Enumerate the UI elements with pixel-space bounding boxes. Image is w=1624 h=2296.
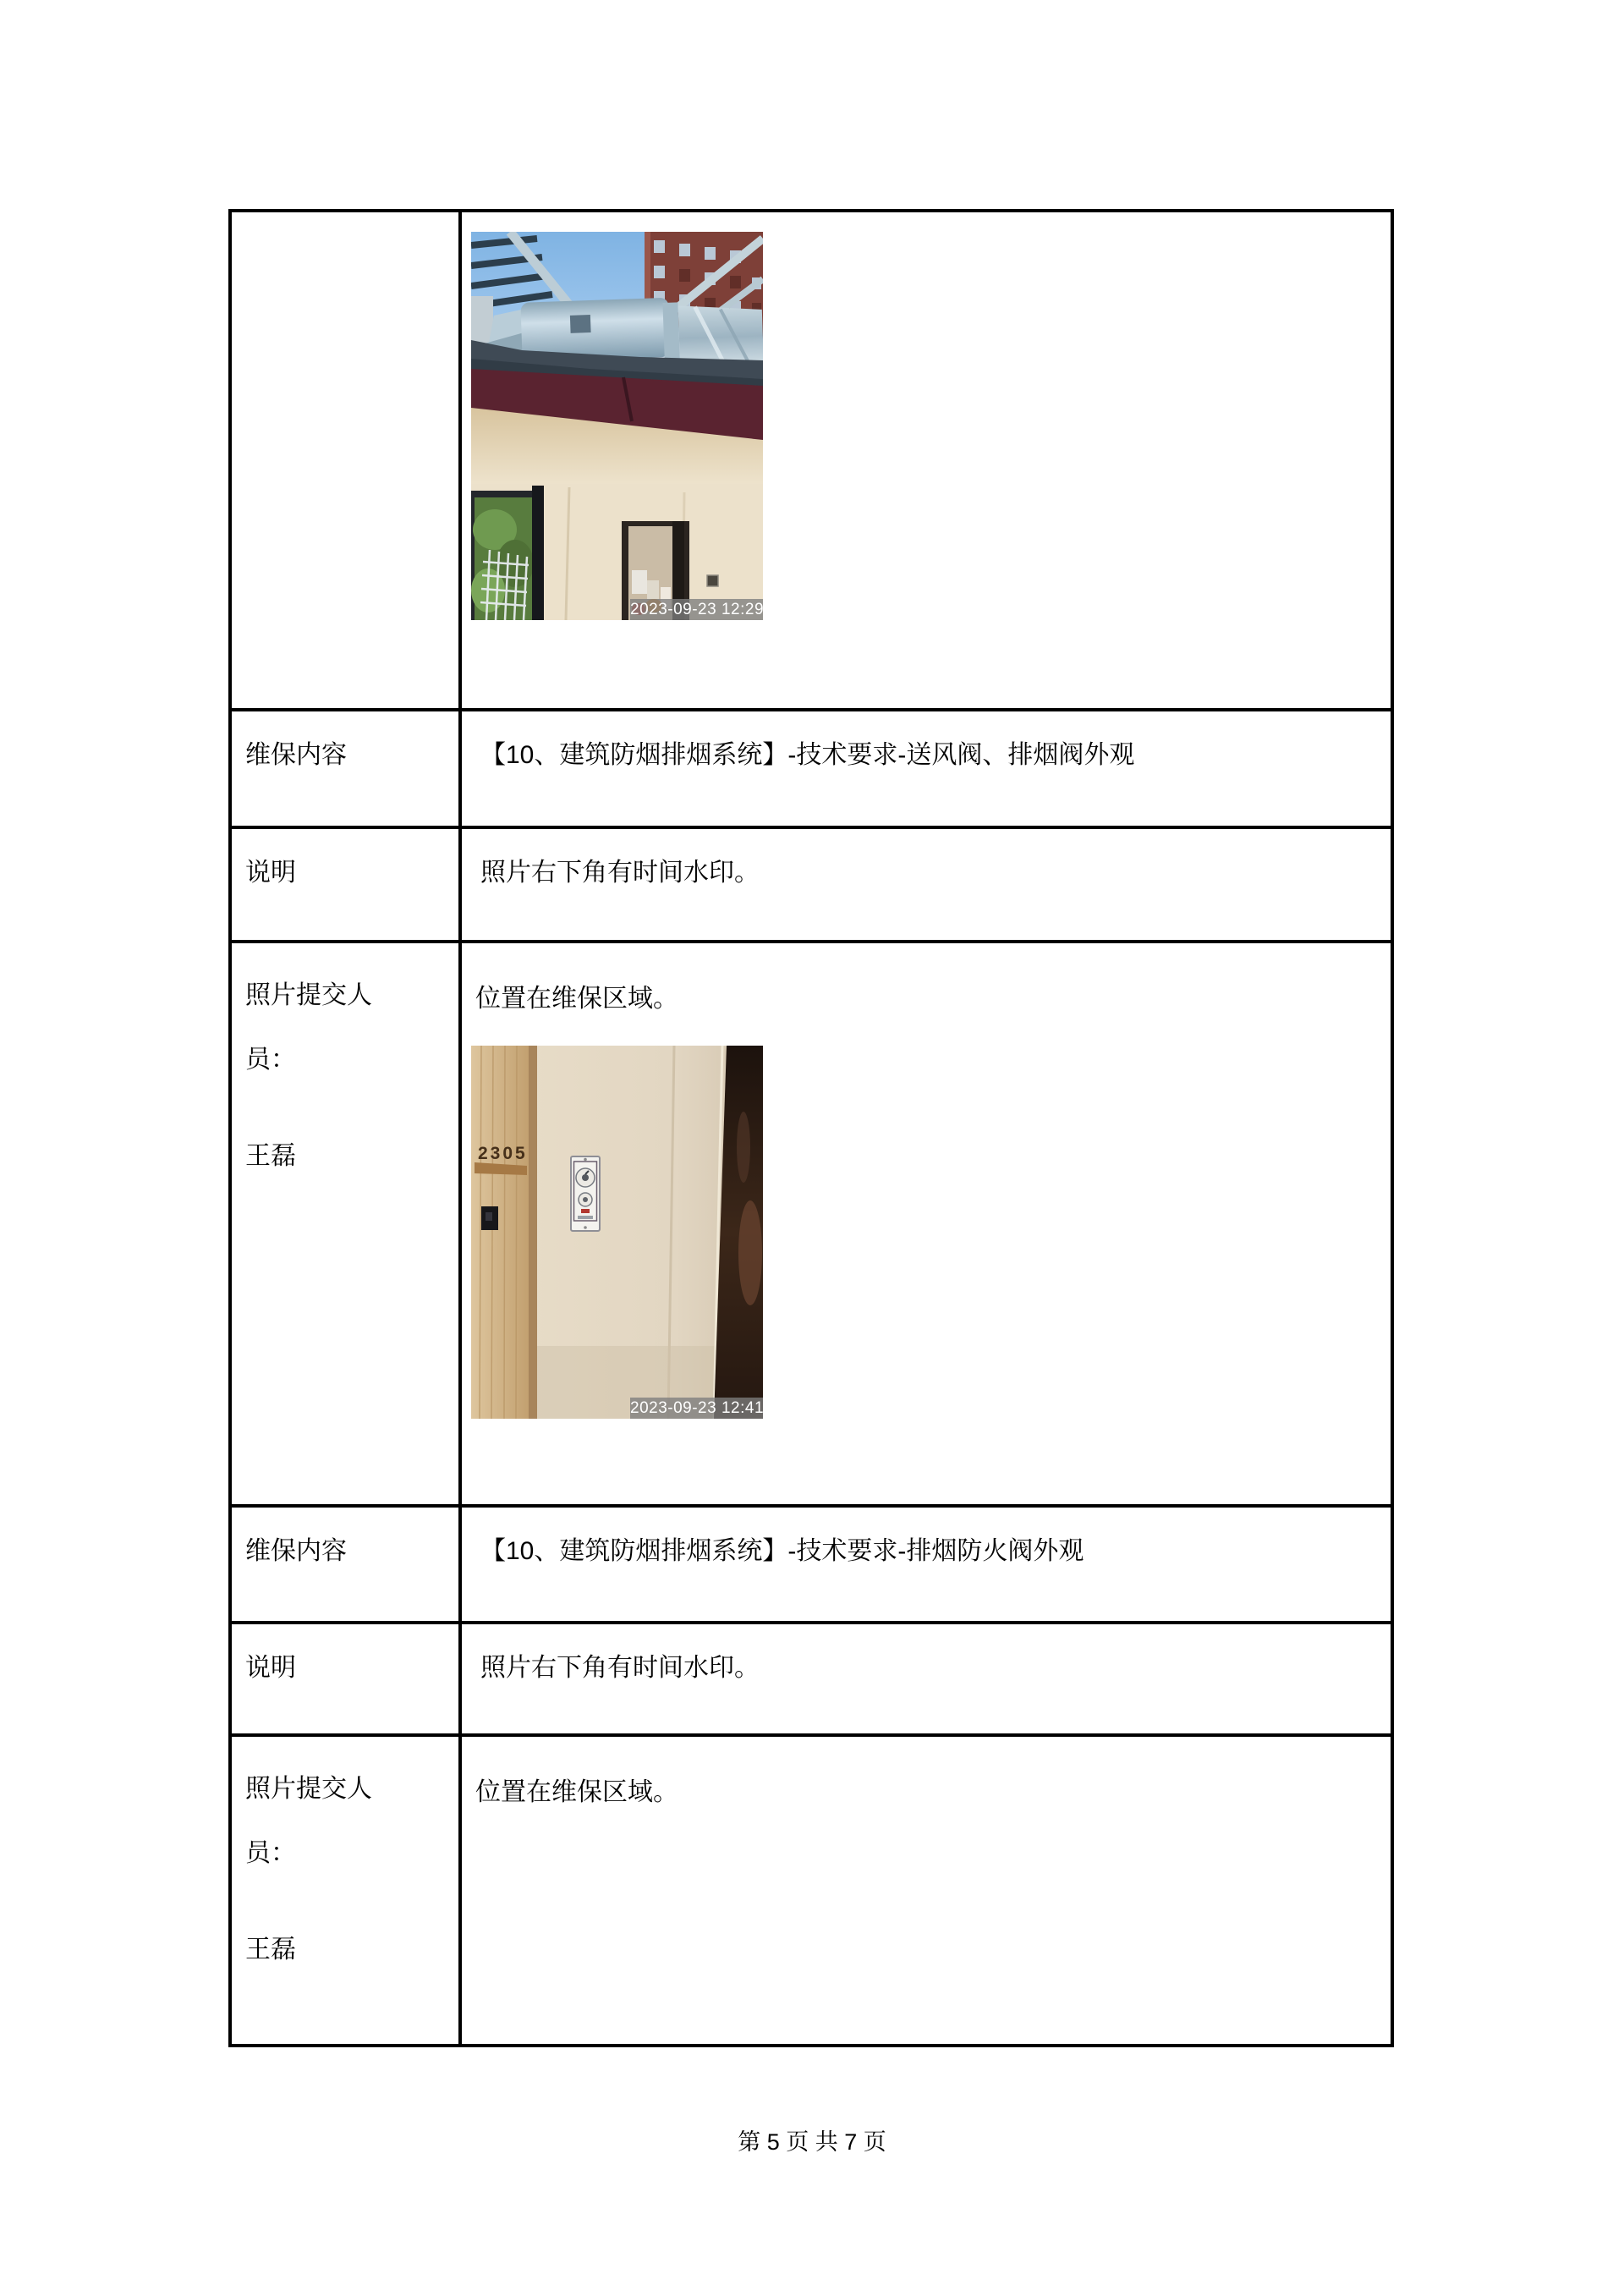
row-label [230,1506,460,1623]
note-value [460,827,1392,942]
location-photo-cell [460,942,1392,1506]
table-row [230,1506,1392,1623]
table-row [230,1735,1392,2046]
room-number-sign: 2305 [478,1144,528,1163]
photo-timestamp-watermark: 2023-09-23 12:29:52 [630,601,787,618]
submitter-name: 王磊 [245,1936,296,1964]
page-footer: 第 5 页 共 7 页 [738,2129,886,2155]
note-text: 照片右下角有时间水印。 [480,859,760,887]
note-label: 说明 [245,859,296,887]
location-text: 位置在维保区域。 [475,985,678,1013]
submitter-cell [230,942,460,1506]
row-label [230,827,460,942]
submitter-label: 照片提交人员： [245,981,372,1074]
maintenance-content-label: 维保内容 [245,1537,347,1565]
maintenance-content-value [460,1506,1392,1623]
table-row [230,211,1392,710]
submitter-cell [230,1735,460,2046]
maintenance-content-value [460,710,1392,827]
row-label [230,1623,460,1735]
submitter-name: 王磊 [245,1142,296,1170]
note-value [460,1623,1392,1735]
maintenance-report-table [228,209,1394,2047]
rooftop-duct-photo-graphic [471,232,787,620]
table-row [230,1623,1392,1735]
table-row [230,942,1392,1506]
empty-label-cell [230,211,460,710]
damper-control-panel [571,1156,600,1231]
photo-timestamp-watermark: 2023-09-23 12:41:37 [630,1399,787,1417]
submitter-label: 照片提交人员： [245,1775,372,1867]
damper-switch-photo-graphic [471,1046,787,1419]
maintenance-content-label: 维保内容 [245,741,347,769]
rooftop-duct-photo [471,232,787,620]
note-label: 说明 [245,1654,296,1682]
location-text: 位置在维保区域。 [475,1778,678,1806]
table-row [230,827,1392,942]
rooftop-photo-cell [460,211,1392,710]
note-text: 照片右下角有时间水印。 [480,1654,760,1682]
content-text: 【10、建筑防烟排烟系统】-技术要求-送风阀、排烟阀外观 [480,741,1135,769]
content-text: 【10、建筑防烟排烟系统】-技术要求-排烟防火阀外观 [480,1537,1084,1565]
table-row [230,710,1392,827]
damper-switch-photo [471,1046,787,1419]
row-label [230,710,460,827]
location-cell [460,1735,1392,2046]
